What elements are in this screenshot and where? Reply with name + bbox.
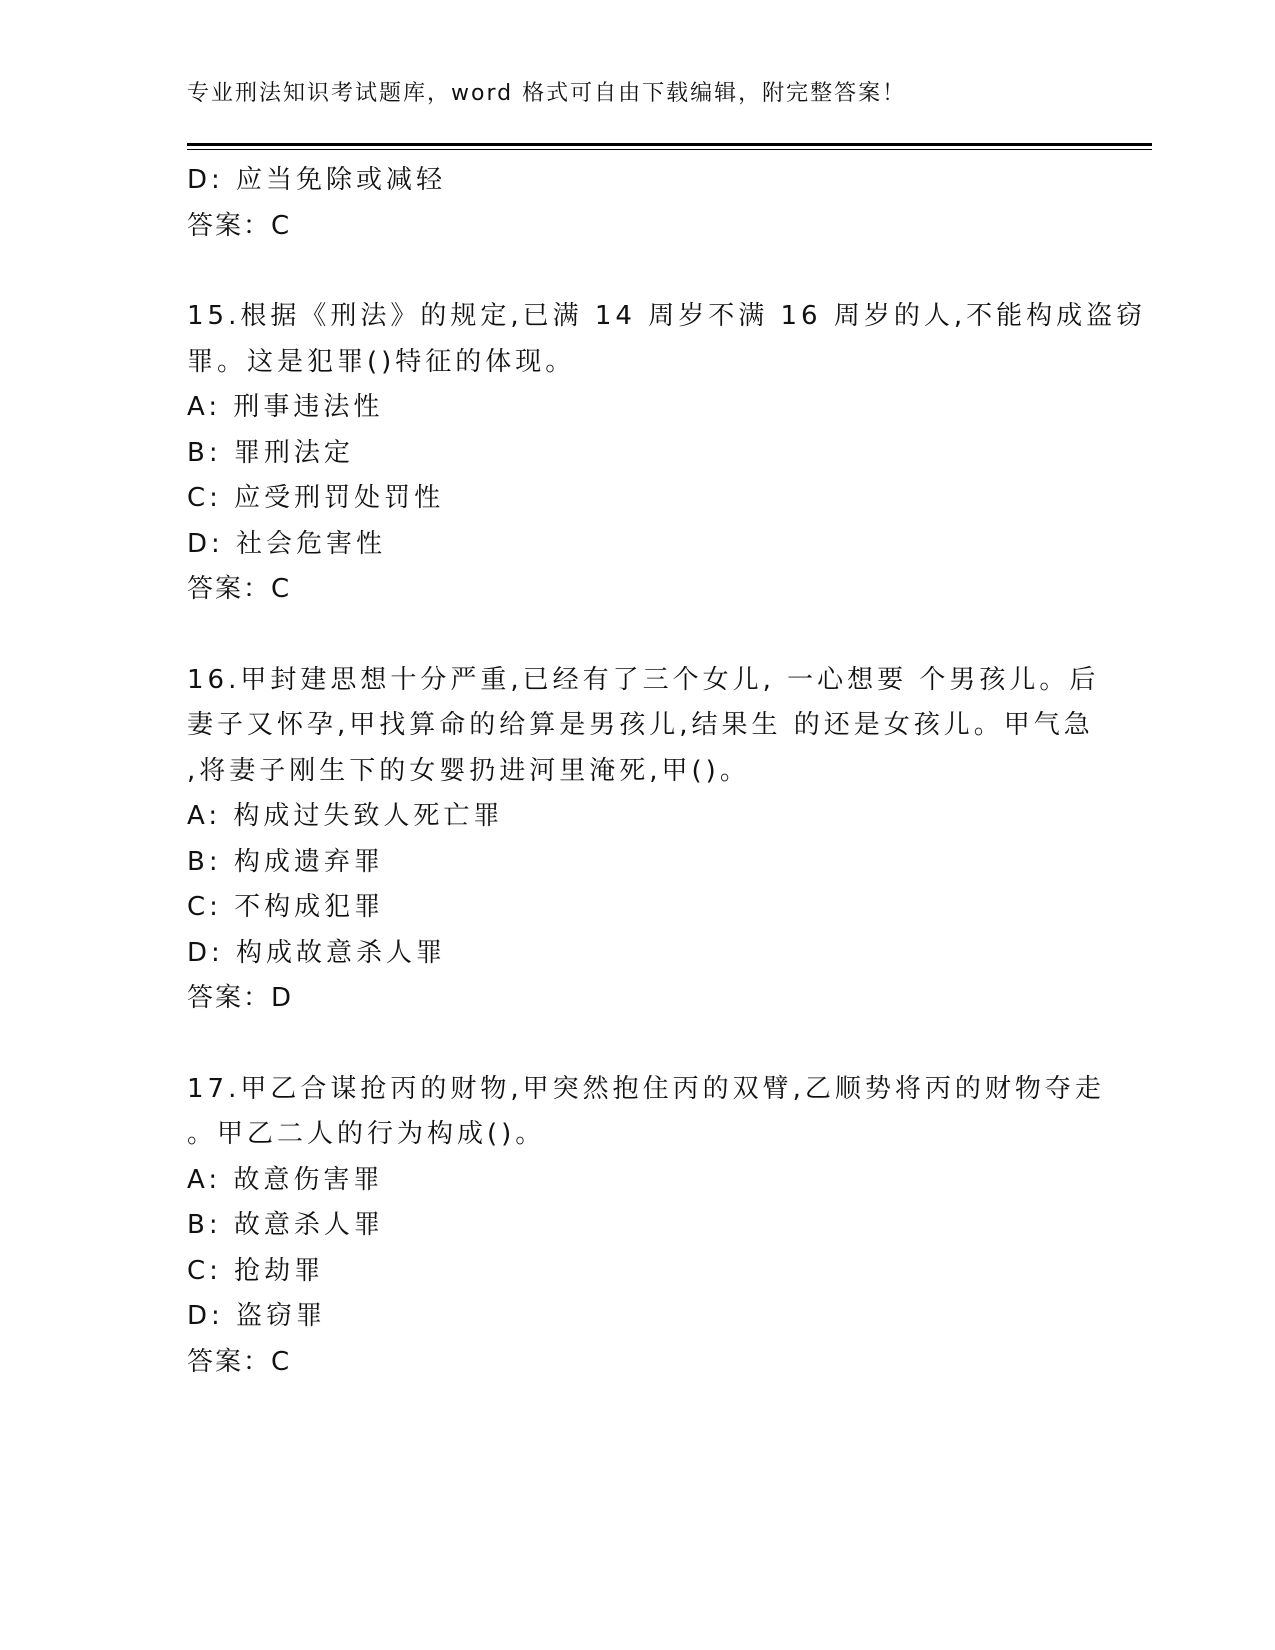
spacer [187, 1022, 1087, 1067]
question-text-line: 罪。这是犯罪()特征的体现。 [187, 346, 576, 377]
option-c: C: 抢劫罪 [187, 1255, 325, 1286]
question-item [187, 1067, 1105, 1386]
option-d: D: 社会危害性 [187, 528, 387, 559]
option-b: B: 构成遗弃罪 [187, 846, 384, 877]
answer-line: 答案：C [187, 1346, 292, 1377]
question-text-line: 16.甲封建思想十分严重,已经有了三个女儿, 一心想要 个男孩儿。后 [187, 664, 1100, 695]
spacer [187, 249, 1087, 294]
page-header: 专业刑法知识考试题库，word 格式可自由下载编辑，附完整答案！ [187, 81, 907, 106]
answer-line: 答案：D [187, 983, 294, 1013]
question-text-line: 。甲乙二人的行为构成()。 [187, 1119, 546, 1149]
option-c: C: 应受刑罚处罚性 [187, 483, 445, 513]
option-b: B: 罪刑法定 [187, 437, 354, 468]
header-rule-thick [187, 143, 1152, 146]
option-d: D: 构成故意杀人罪 [187, 937, 447, 968]
option-d: D: 盗窃罪 [187, 1301, 327, 1331]
carryover-option-d: D: 应当免除或减轻 [187, 165, 447, 195]
question-text-line: 15.根据《刑法》的规定,已满 14 周岁不满 16 周岁的人,不能构成盗窃 [187, 301, 1147, 331]
option-a: A: 构成过失致人死亡罪 [187, 801, 504, 831]
spacer [187, 613, 1087, 658]
question-content [187, 158, 1147, 1385]
carryover-answer: 答案：C [187, 210, 292, 241]
question-text-line: 17.甲乙合谋抢丙的财物,甲突然抱住丙的双臂,乙顺势将丙的财物夺走 [187, 1073, 1105, 1104]
option-a: A: 故意伤害罪 [187, 1164, 384, 1195]
option-b: B: 故意杀人罪 [187, 1210, 384, 1240]
answer-line: 答案：C [187, 574, 292, 604]
option-a: A: 刑事违法性 [187, 392, 384, 422]
option-c: C: 不构成犯罪 [187, 892, 385, 922]
question-text-line: ,将妻子刚生下的女婴扔进河里淹死,甲()。 [187, 755, 750, 786]
question-item [187, 294, 1147, 613]
question-item [187, 658, 1100, 1022]
header-rule-thin [187, 149, 1152, 150]
question-text-line: 妻子又怀孕,甲找算命的给算是男孩儿,结果生 的还是女孩儿。甲气急 [187, 710, 1094, 740]
